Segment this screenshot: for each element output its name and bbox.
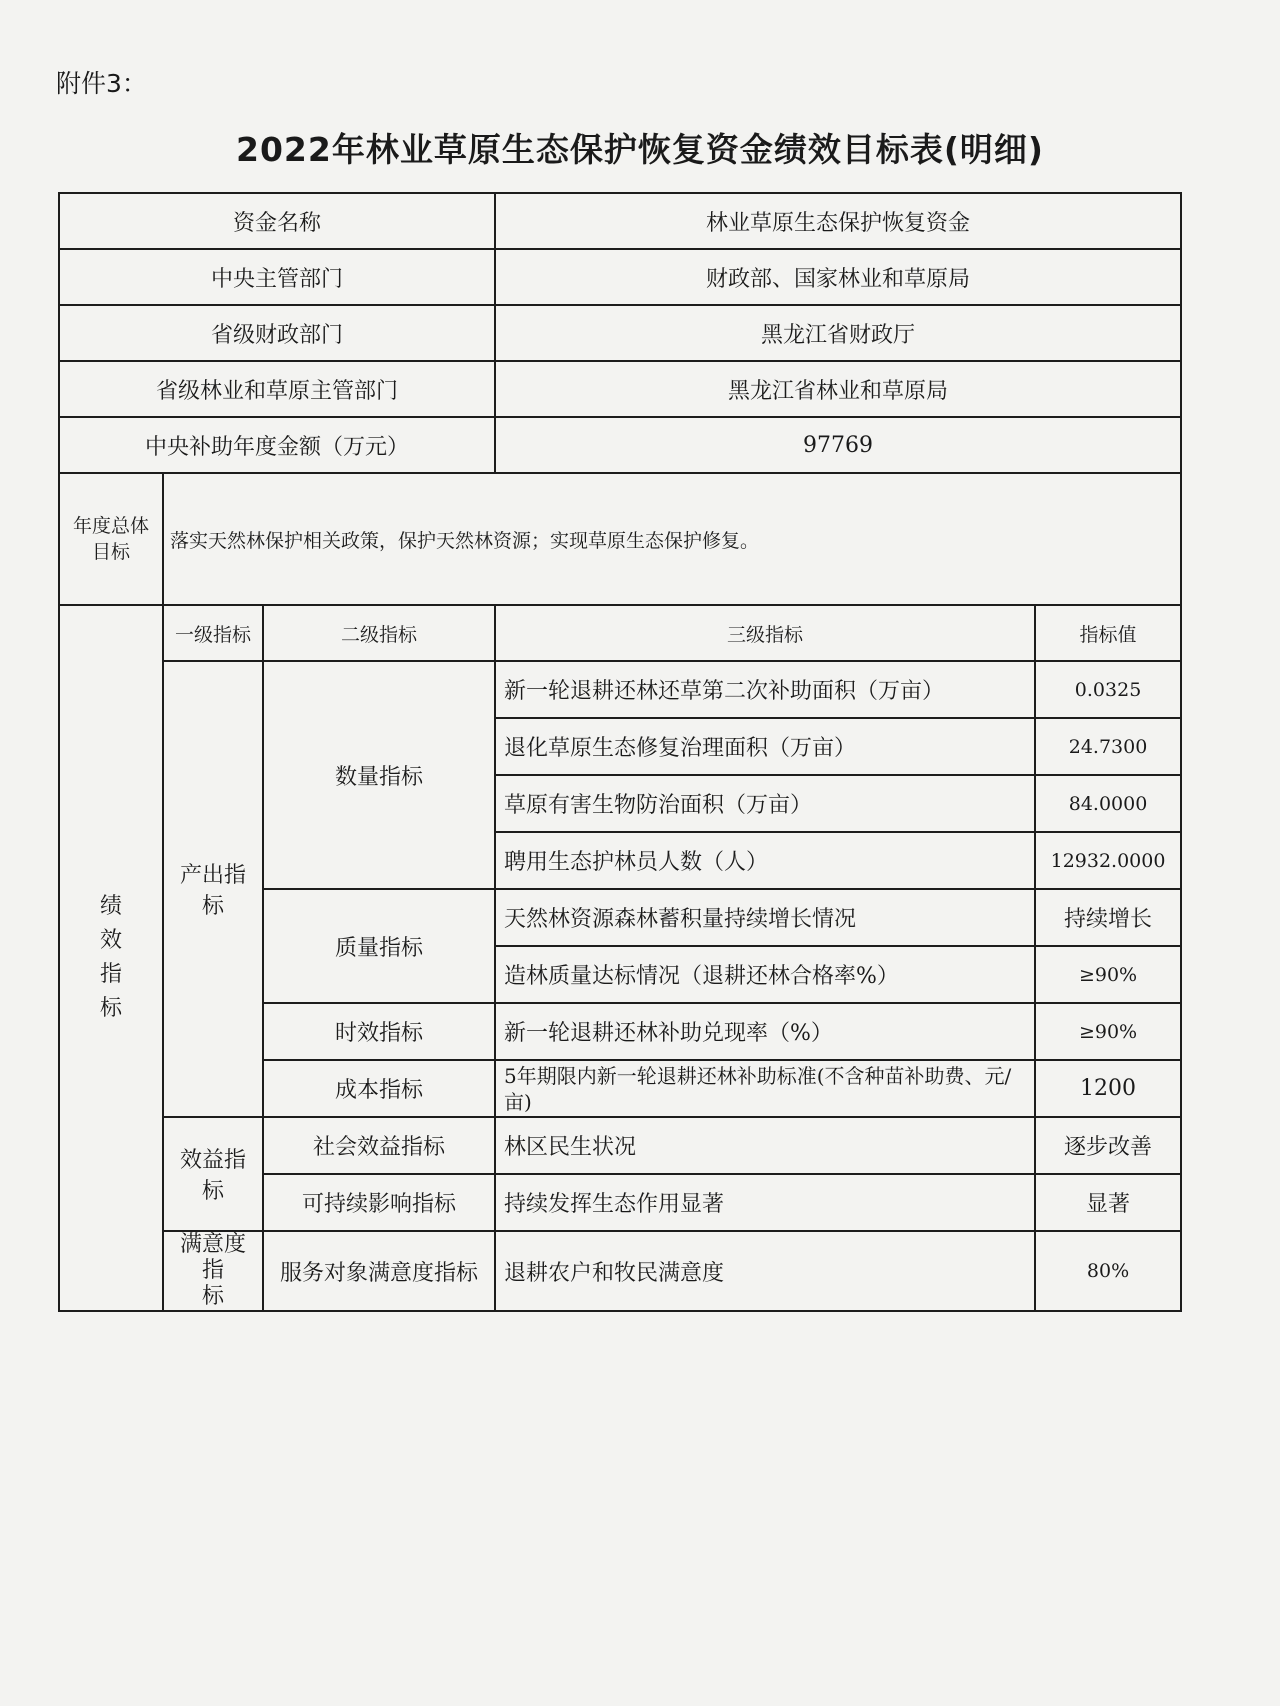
- cost-indicator-label: 成本指标: [263, 1060, 495, 1117]
- service-indicator-label: 服务对象满意度指标: [263, 1231, 495, 1311]
- indicator-value: 24.7300: [1035, 718, 1181, 775]
- indicator-value: 持续增长: [1035, 889, 1181, 946]
- info-label: 中央补助年度金额（万元）: [59, 417, 495, 473]
- indicator-value: 1200: [1035, 1060, 1181, 1117]
- perf-header-row: [59, 605, 1181, 661]
- indicator-row: [59, 1117, 1181, 1174]
- page-title: 2022年林业草原生态保护恢复资金绩效目标表(明细): [235, 130, 1044, 169]
- indicator-name: 持续发挥生态作用显著: [495, 1174, 1035, 1231]
- indicator-name: 退化草原生态修复治理面积（万亩）: [495, 718, 1035, 775]
- perf-label: [59, 605, 163, 1311]
- indicator-name: 新一轮退耕还林还草第二次补助面积（万亩）: [495, 661, 1035, 718]
- info-value: 97769: [495, 417, 1181, 473]
- perf-label-char: 绩: [99, 894, 122, 919]
- indicator-name: 天然林资源森林蓄积量持续增长情况: [495, 889, 1035, 946]
- attachment-label: 附件3：: [56, 69, 147, 98]
- info-value: 财政部、国家林业和草原局: [495, 249, 1181, 305]
- output-indicator-label: 产出指标: [163, 661, 263, 1117]
- info-value: 黑龙江省财政厅: [495, 305, 1181, 361]
- performance-target-table: [58, 192, 1182, 1312]
- indicator-value: 逐步改善: [1035, 1117, 1181, 1174]
- satisfaction-label-line: 满意度指: [179, 1232, 246, 1283]
- benefit-indicator-label: 效益指标: [163, 1117, 263, 1231]
- indicator-name: 草原有害生物防治面积（万亩）: [495, 775, 1035, 832]
- quality-indicator-label: 质量指标: [263, 889, 495, 1003]
- indicator-name: 聘用生态护林员人数（人）: [495, 832, 1035, 889]
- indicator-value: 84.0000: [1035, 775, 1181, 832]
- social-indicator-label: 社会效益指标: [263, 1117, 495, 1174]
- perf-label-char: 效: [99, 928, 122, 953]
- indicator-row: [59, 661, 1181, 718]
- annual-goal-label-line: 年度总体: [72, 515, 149, 537]
- indicator-name: 新一轮退耕还林补助兑现率（%）: [495, 1003, 1035, 1060]
- indicator-name: 造林质量达标情况（退耕还林合格率%）: [495, 946, 1035, 1003]
- info-label: 省级林业和草原主管部门: [59, 361, 495, 417]
- header-value: 指标值: [1035, 605, 1181, 661]
- info-value: 林业草原生态保护恢复资金: [495, 193, 1181, 249]
- indicator-value: ≥90%: [1035, 1003, 1181, 1060]
- info-label: 资金名称: [59, 193, 495, 249]
- annual-goal-label-line: 目标: [91, 541, 130, 563]
- annual-goal-text: 落实天然林保护相关政策，保护天然林资源；实现草原生态保护修复。: [163, 473, 1181, 605]
- header-level3: 三级指标: [495, 605, 1035, 661]
- info-row: [59, 305, 1181, 361]
- info-row: [59, 361, 1181, 417]
- info-row: [59, 249, 1181, 305]
- info-value: 黑龙江省林业和草原局: [495, 361, 1181, 417]
- indicator-name: 林区民生状况: [495, 1117, 1035, 1174]
- perf-label-char: 标: [99, 996, 122, 1021]
- satisfaction-indicator-label: [163, 1231, 263, 1311]
- info-row: [59, 417, 1181, 473]
- info-row: [59, 193, 1181, 249]
- timeliness-indicator-label: 时效指标: [263, 1003, 495, 1060]
- header-level1: 一级指标: [163, 605, 263, 661]
- quantity-indicator-label: 数量指标: [263, 661, 495, 889]
- header-level2: 二级指标: [263, 605, 495, 661]
- indicator-name: 退耕农户和牧民满意度: [495, 1231, 1035, 1311]
- indicator-row: [59, 1231, 1181, 1311]
- indicator-value: 显著: [1035, 1174, 1181, 1231]
- perf-label-char: 指: [99, 962, 122, 987]
- indicator-value: 80%: [1035, 1231, 1181, 1311]
- indicator-value: 0.0325: [1035, 661, 1181, 718]
- annual-goal-row: [59, 473, 1181, 605]
- indicator-value: ≥90%: [1035, 946, 1181, 1003]
- info-label: 省级财政部门: [59, 305, 495, 361]
- annual-goal-label: [59, 473, 163, 605]
- indicator-name: 5年期限内新一轮退耕还林补助标准(不含种苗补助费、元/亩): [495, 1060, 1035, 1117]
- satisfaction-label-line: 标: [201, 1284, 224, 1309]
- indicator-value: 12932.0000: [1035, 832, 1181, 889]
- sustain-indicator-label: 可持续影响指标: [263, 1174, 495, 1231]
- info-label: 中央主管部门: [59, 249, 495, 305]
